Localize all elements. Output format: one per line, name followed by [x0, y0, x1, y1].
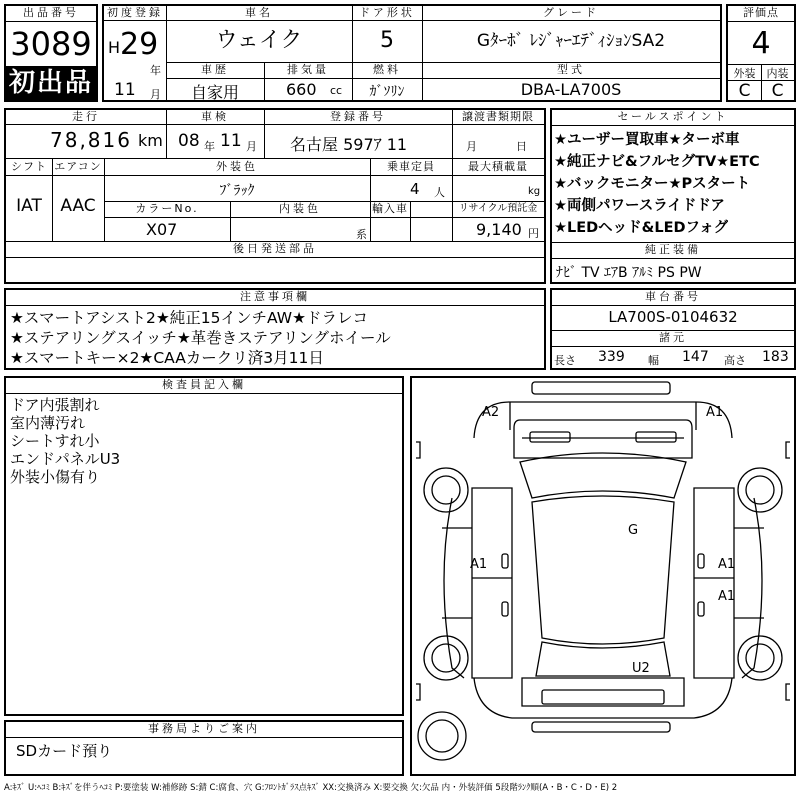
- sales-line: ★両側パワースライドドア: [554, 198, 725, 214]
- plate-label: 登録番号: [330, 110, 386, 123]
- transfer-month-unit: 月: [466, 140, 477, 153]
- displacement-unit: cc: [330, 84, 343, 97]
- dims-label: 諸元: [659, 331, 687, 344]
- inspector-label: 検査員記入欄: [162, 378, 246, 391]
- model-label: 型式: [557, 63, 585, 76]
- inspector-line: シートすれ小: [10, 432, 100, 450]
- sales-label: セールスポイント: [617, 110, 729, 123]
- history-label: 車歴: [201, 63, 229, 76]
- color-label: 外装色: [216, 160, 258, 173]
- damage-mark: A1: [718, 589, 736, 604]
- interior-suffix: 系: [356, 228, 367, 241]
- recycle-unit: 円: [528, 227, 539, 240]
- load-unit: kg: [528, 186, 541, 197]
- grade-label: グレード: [543, 6, 599, 19]
- inspection-label: 車検: [201, 110, 229, 123]
- capacity-label: 乗車定員: [387, 160, 435, 173]
- inspector-line: ドア内張割れ: [10, 396, 100, 414]
- sales-line: ★ユーザー買取車★ターボ車: [554, 132, 740, 148]
- width-label: 幅: [648, 354, 659, 367]
- caution-line: ★スマートアシスト2★純正15インチAW★ドラレコ: [10, 309, 368, 327]
- length-label: 長さ: [554, 354, 576, 367]
- damage-mark: A2: [482, 405, 500, 420]
- capacity-value: 4: [410, 180, 420, 198]
- caution-label: 注意事項欄: [240, 290, 310, 303]
- color-value: ﾌﾞﾗｯｸ: [219, 183, 255, 199]
- door-value: 5: [380, 28, 394, 53]
- score-label: 評価点: [743, 6, 779, 19]
- transfer-label: 譲渡書類期限: [462, 110, 534, 123]
- shift-value: IAT: [16, 196, 42, 216]
- inspection-year-unit: 年: [204, 140, 215, 153]
- reg-era: H: [108, 38, 121, 57]
- damage-mark: A1: [706, 405, 724, 420]
- fuel-label: 燃料: [373, 63, 401, 76]
- office-label: 事務局よりご案内: [148, 722, 260, 735]
- inspector-line: 外装小傷有り: [10, 468, 101, 486]
- history-value: 自家用: [190, 83, 239, 102]
- caution-line: ★ステアリングスイッチ★革巻きステアリングホイール: [10, 329, 391, 347]
- ext-label: 外装: [733, 67, 756, 80]
- score-box: [726, 4, 796, 102]
- delivery-label: 後日発送部品: [233, 242, 317, 255]
- inspection-year: 08: [178, 131, 200, 151]
- car-name: ウェイク: [215, 28, 303, 53]
- sales-line: ★バックモニター★Pスタート: [554, 176, 751, 192]
- equipment-label: 純正装備: [645, 243, 701, 256]
- office-box: [4, 720, 404, 776]
- reg-month-unit: 月: [150, 88, 161, 101]
- height-label: 高さ: [724, 354, 746, 367]
- damage-mark: A1: [718, 557, 736, 572]
- caution-line: ★スマートキー×2★CAAカークリ済3月11日: [10, 349, 324, 367]
- damage-mark: G: [628, 523, 639, 538]
- car-body-diagram: [412, 378, 794, 774]
- car-name-label: 車名: [245, 6, 273, 19]
- lot-number: 3089: [10, 25, 92, 63]
- width-value: 147: [682, 349, 709, 365]
- damage-mark: U2: [632, 661, 650, 676]
- sales-line: ★LEDヘッド&LEDフォグ: [554, 220, 729, 236]
- inspector-box: [4, 376, 404, 716]
- model-value: DBA-LA700S: [520, 80, 622, 99]
- transfer-day-unit: 日: [516, 140, 527, 153]
- aircon-label: エアコン: [54, 160, 102, 173]
- mileage-value: 78,816: [50, 128, 132, 152]
- recycle-label: リサイクル預託金: [458, 203, 538, 214]
- mileage-unit: km: [138, 131, 163, 150]
- reg-year: 29: [120, 28, 159, 62]
- inspection-month: 11: [220, 131, 242, 151]
- mileage-label: 走行: [72, 110, 100, 123]
- color-code-label: カラーNo.: [135, 202, 199, 215]
- displacement-value: 660: [286, 80, 317, 99]
- interior-label: 内装色: [279, 202, 321, 215]
- damage-mark: A1: [470, 557, 488, 572]
- door-label: ドア形状: [359, 6, 415, 19]
- first-listing-badge: 初出品: [6, 66, 96, 100]
- sales-line: ★純正ナビ&フルセグTV★ETC: [554, 154, 760, 170]
- reg-year-unit: 年: [150, 64, 161, 77]
- ext-value: C: [738, 81, 751, 101]
- plate-value: 名古屋 597ｱ 11: [290, 135, 408, 154]
- grade-value: Gﾀｰﾎﾞ ﾚｼﾞｬｰｴﾃﾞｨｼｮﾝSA2: [476, 31, 666, 51]
- capacity-unit: 人: [434, 186, 445, 199]
- int-label: 内装: [766, 67, 789, 80]
- lot-box: [4, 4, 98, 102]
- equipment-value: ﾅﾋﾞ TV ｴｱB ｱﾙﾐ PS PW: [556, 265, 702, 281]
- shift-label: シフト: [11, 160, 47, 173]
- height-value: 183: [762, 349, 789, 365]
- reg-month: 11: [114, 80, 136, 100]
- office-value: SDカード預り: [16, 742, 113, 760]
- inspector-line: エンドパネルU3: [10, 450, 121, 468]
- aircon-value: AAC: [60, 196, 96, 216]
- chassis-label: 車台番号: [645, 290, 701, 303]
- chassis-box: [550, 288, 796, 370]
- color-code: X07: [146, 220, 178, 239]
- import-label: 輸入車: [372, 202, 408, 215]
- score-value: 4: [751, 26, 771, 61]
- recycle-value: 9,140: [476, 220, 522, 239]
- inspection-month-unit: 月: [246, 140, 257, 153]
- length-value: 339: [598, 349, 625, 365]
- displacement-label: 排気量: [287, 63, 329, 76]
- load-label: 最大積載量: [468, 160, 528, 173]
- int-value: C: [771, 81, 784, 101]
- legend-text: A:ｷｽﾞ U:ﾍｺﾐ B:ｷｽﾞを伴うﾍｺﾐ P:要塗装 W:補修跡 S:錆 C:腐食、穴 G:ﾌﾛﾝﾄｶﾞﾗｽ点ｷｽﾞ XX:交換済み X:要交換 欠:欠品 内・外装評価 5段階ﾗﾝｸ順(A・B・C・D・E) 2: [4, 783, 618, 793]
- damage-diagram: [410, 376, 796, 776]
- sales-points-box: [550, 108, 796, 284]
- first-reg-label: 初度登録: [107, 6, 163, 19]
- inspector-line: 室内薄汚れ: [10, 414, 86, 432]
- chassis-value: LA700S-0104632: [608, 308, 738, 326]
- caution-box: [4, 288, 546, 370]
- fuel-value: ｶﾞｿﾘﾝ: [369, 84, 405, 100]
- lot-label: 出品番号: [23, 6, 79, 19]
